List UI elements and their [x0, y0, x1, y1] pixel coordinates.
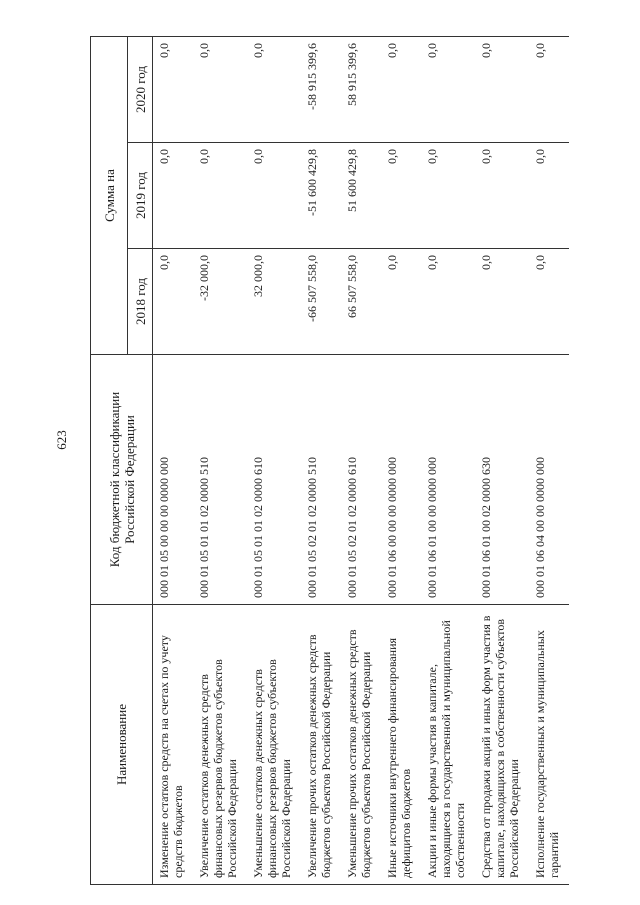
header-sum-group: Сумма на [91, 36, 128, 354]
row-name: Исполнение государственных и муниципальных гарантий [529, 605, 569, 885]
rotated-page-content [90, 37, 620, 885]
row-amount-2018: 0,0 [529, 249, 569, 355]
row-amount-2018: 32 000,0 [247, 249, 301, 355]
row-name: Иные источники внутреннего финансирования дефицитов бюджетов [381, 605, 421, 885]
header-year-2018: 2018 год [128, 249, 153, 355]
row-code: 000 01 06 00 00 00 0000 000 [381, 355, 421, 605]
table-row [301, 36, 341, 884]
row-amount-2020: 0,0 [421, 36, 475, 142]
row-amount-2019: 0,0 [475, 143, 529, 249]
row-amount-2020: 0,0 [381, 36, 421, 142]
row-amount-2018: 66 507 558,0 [341, 249, 381, 355]
header-code: Код бюджетной классификации Российской Федерации [91, 355, 153, 605]
row-amount-2019: 0,0 [529, 143, 569, 249]
row-amount-2020: 0,0 [247, 36, 301, 142]
table-row [529, 36, 569, 884]
row-amount-2018: -66 507 558,0 [301, 249, 341, 355]
row-amount-2018: 0,0 [421, 249, 475, 355]
row-amount-2020: -58 915 399,6 [301, 36, 341, 142]
row-amount-2018: 0,0 [153, 249, 194, 355]
table-row [341, 36, 381, 884]
row-code: 000 01 06 01 00 00 0000 000 [421, 355, 475, 605]
row-amount-2019: 0,0 [247, 143, 301, 249]
row-code: 000 01 05 02 01 02 0000 610 [341, 355, 381, 605]
row-name: Средства от продажи акций и иных форм участия в капитале, находящихся в собственности субъектов Российской Федерации [475, 605, 529, 885]
header-year-2020: 2020 год [128, 36, 153, 142]
row-amount-2019: -51 600 429,8 [301, 143, 341, 249]
header-name: Наименование [91, 605, 153, 885]
row-amount-2018: 0,0 [475, 249, 529, 355]
row-code: 000 01 05 01 01 02 0000 510 [193, 355, 247, 605]
header-year-2019: 2019 год [128, 143, 153, 249]
row-code: 000 01 05 01 01 02 0000 610 [247, 355, 301, 605]
table-row [193, 36, 247, 884]
row-amount-2019: 0,0 [153, 143, 194, 249]
row-name: Изменение остатков средств на счетах по учету средств бюджетов [153, 605, 194, 885]
row-amount-2020: 58 915 399,6 [341, 36, 381, 142]
row-amount-2019: 0,0 [193, 143, 247, 249]
row-code: 000 01 05 02 01 02 0000 510 [301, 355, 341, 605]
row-code: 000 01 06 04 00 00 0000 000 [529, 355, 569, 605]
sources-financing-table [90, 36, 569, 885]
row-amount-2018: -32 000,0 [193, 249, 247, 355]
row-amount-2020: 0,0 [193, 36, 247, 142]
row-name: Уменьшение прочих остатков денежных средств бюджетов субъектов Российской Федерации [341, 605, 381, 885]
row-name: Акции и иные формы участия в капитале, находящиеся в государственной и муниципальной собственности [421, 605, 475, 885]
row-code: 000 01 05 00 00 00 0000 000 [153, 355, 194, 605]
row-amount-2019: 51 600 429,8 [341, 143, 381, 249]
row-name: Увеличение прочих остатков денежных средств бюджетов субъектов Российской Федерации [301, 605, 341, 885]
table-row [421, 36, 475, 884]
row-name: Уменьшение остатков денежных средств финансовых резервов бюджетов субъектов Российской Федерации [247, 605, 301, 885]
row-amount-2020: 0,0 [153, 36, 194, 142]
table-row [153, 36, 194, 884]
row-amount-2018: 0,0 [381, 249, 421, 355]
row-amount-2020: 0,0 [529, 36, 569, 142]
row-name: Увеличение остатков денежных средств финансовых резервов бюджетов субъектов Российской Федерации [193, 605, 247, 885]
table-row [247, 36, 301, 884]
row-amount-2020: 0,0 [475, 36, 529, 142]
row-code: 000 01 06 01 00 02 0000 630 [475, 355, 529, 605]
table-row [475, 36, 529, 884]
row-amount-2019: 0,0 [381, 143, 421, 249]
page-number: 623 [54, 430, 69, 450]
row-amount-2019: 0,0 [421, 143, 475, 249]
table-row [381, 36, 421, 884]
